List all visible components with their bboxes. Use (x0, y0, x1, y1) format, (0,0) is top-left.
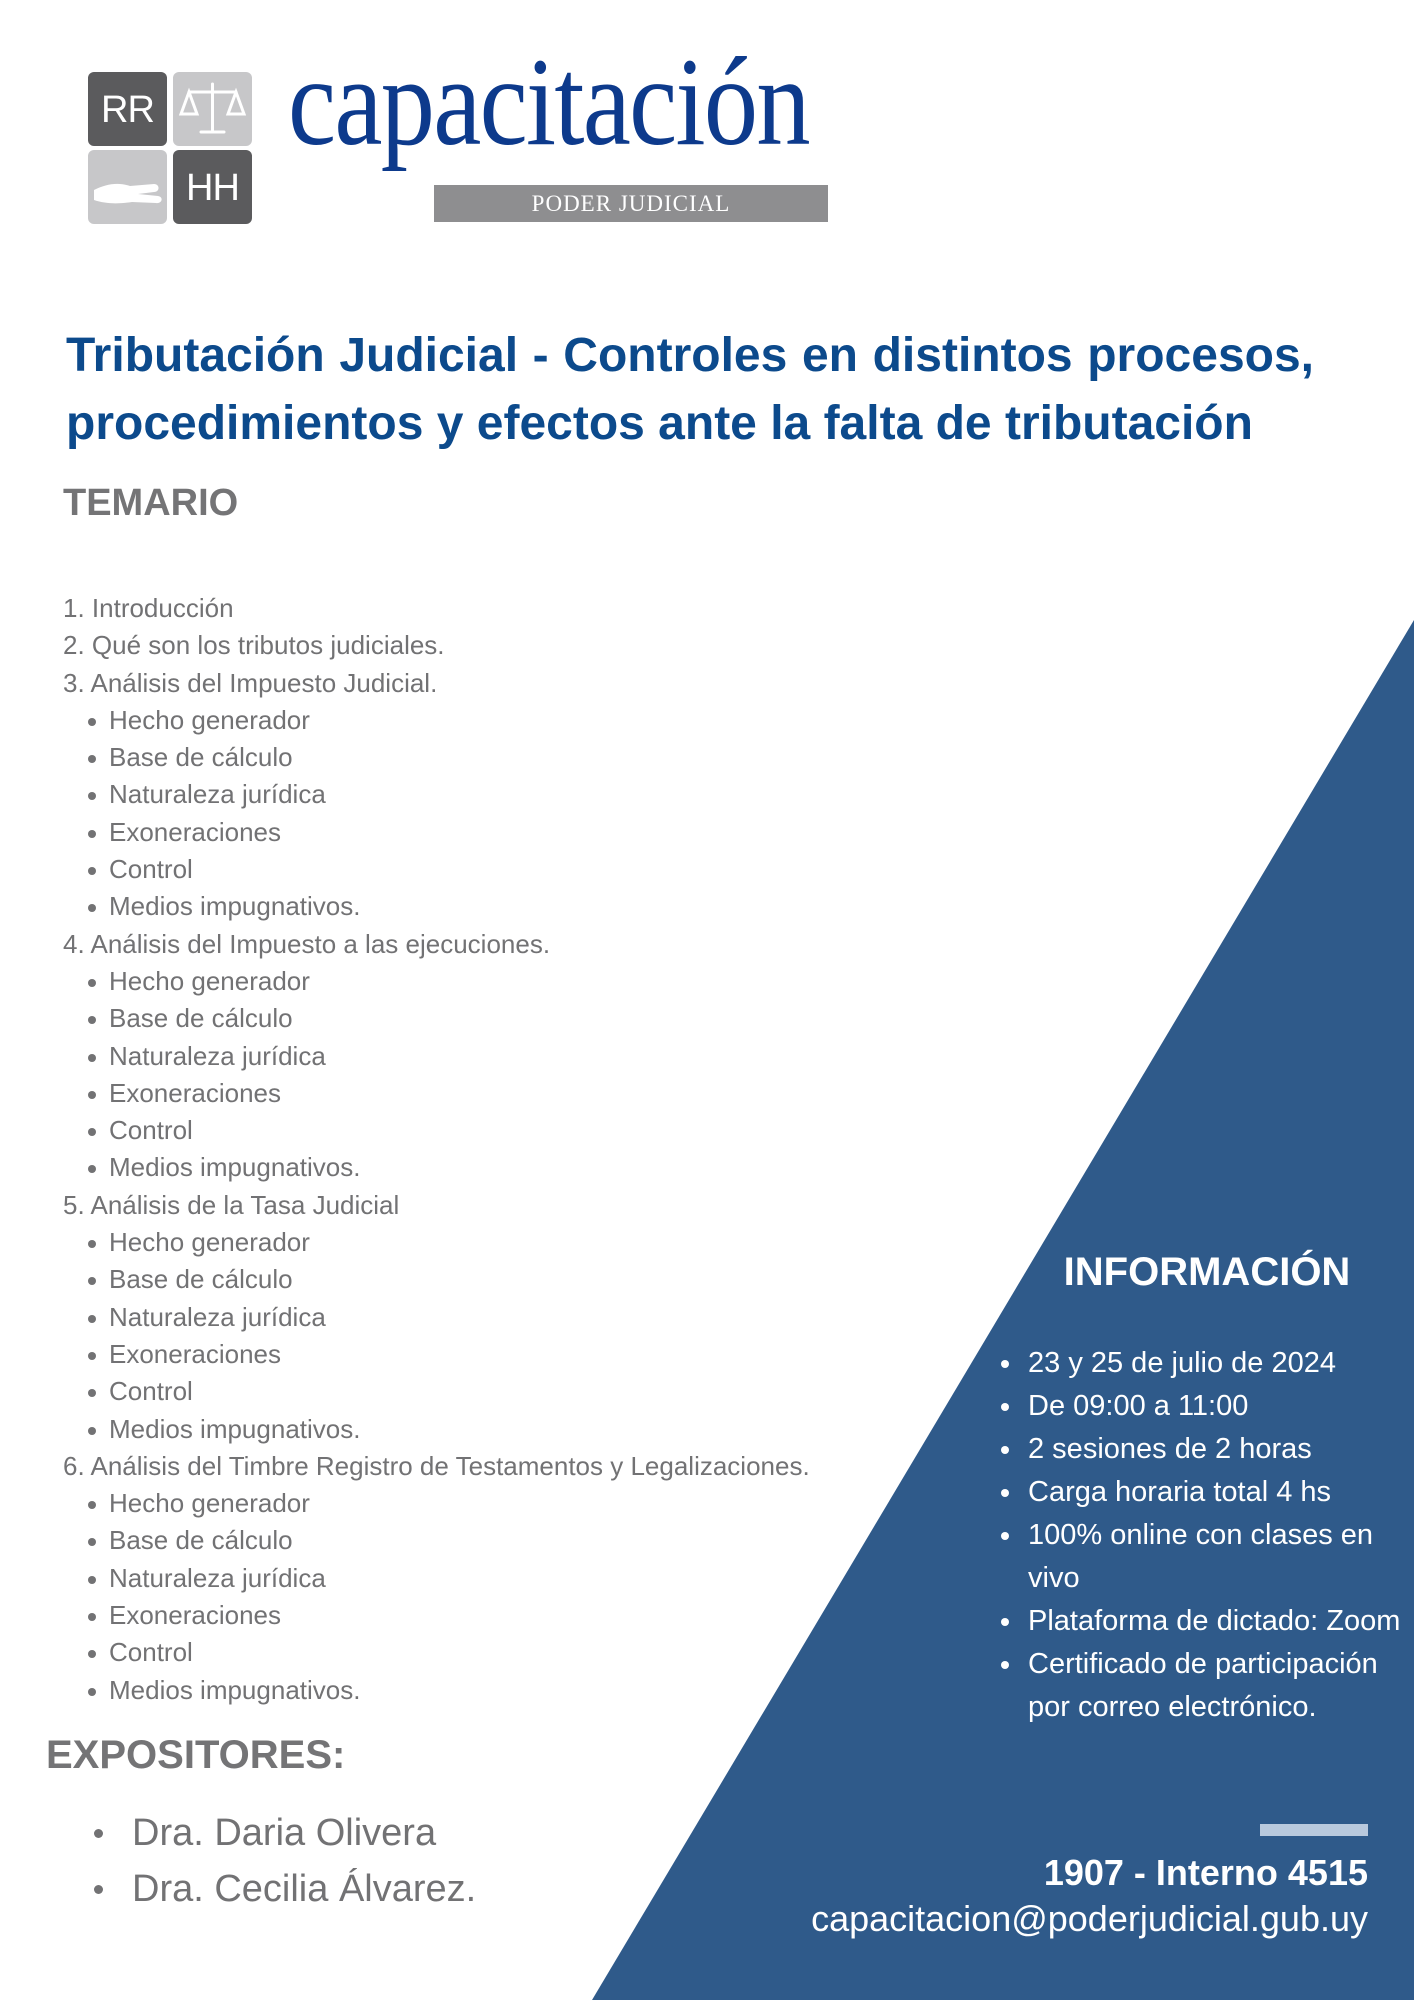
temario-subitem: Medios impugnativos. (63, 1672, 883, 1709)
temario-subitem: Exoneraciones (63, 1075, 883, 1112)
scales-of-justice-icon (173, 72, 252, 146)
informacion-list (1000, 1342, 1410, 1729)
info-item: 2 sesiones de 2 horas (1000, 1428, 1410, 1471)
temario-subitem: Base de cálculo (63, 739, 883, 776)
expositor-item: Dra. Daria Olivera (90, 1805, 476, 1861)
info-item: Plataforma de dictado: Zoom (1000, 1600, 1410, 1643)
handshake-icon (88, 150, 167, 224)
expositores-heading: EXPOSITORES: (46, 1733, 346, 1777)
temario-subitem: Base de cálculo (63, 1522, 883, 1559)
temario-subitem: Control (63, 1373, 883, 1410)
temario-subitem: Control (63, 851, 883, 888)
temario-heading: TEMARIO (63, 482, 239, 524)
contact-email-link[interactable]: capacitacion@poderjudicial.gub.uy (811, 1898, 1368, 1939)
temario-section: 6. Análisis del Timbre Registro de Testamentos y Legalizaciones. (63, 1450, 810, 1481)
expositores-list (90, 1805, 476, 1917)
temario-subitem: Medios impugnativos. (63, 1149, 883, 1186)
temario-subitem: Medios impugnativos. (63, 1411, 883, 1448)
accent-bar (1260, 1824, 1368, 1836)
expositor-item: Dra. Cecilia Álvarez. (90, 1861, 476, 1917)
temario-subitem: Control (63, 1634, 883, 1671)
temario-subitem: Exoneraciones (63, 1597, 883, 1634)
poder-judicial-bar: PODER JUDICIAL (434, 185, 828, 222)
rrhh-logo (88, 72, 252, 224)
temario-subitem: Exoneraciones (63, 814, 883, 851)
temario-list (63, 590, 883, 1709)
temario-section: 5. Análisis de la Tasa Judicial (63, 1189, 400, 1220)
temario-section: 1. Introducción (63, 593, 234, 623)
temario-subitem: Medios impugnativos. (63, 888, 883, 925)
temario-subitem: Naturaleza jurídica (63, 1299, 883, 1336)
temario-subitem: Base de cálculo (63, 1000, 883, 1037)
temario-subitem: Naturaleza jurídica (63, 776, 883, 813)
logo-hh-text: HH (186, 167, 239, 209)
info-item: Carga horaria total 4 hs (1000, 1471, 1410, 1514)
temario-subitem: Hecho generador (63, 1224, 883, 1261)
temario-subitem: Exoneraciones (63, 1336, 883, 1373)
temario-subitem: Control (63, 1112, 883, 1149)
temario-subitem: Hecho generador (63, 963, 883, 1000)
logo-tile-hh (173, 150, 252, 224)
temario-section: 4. Análisis del Impuesto a las ejecuciones. (63, 928, 551, 959)
capacitacion-wordmark: capacitación (288, 33, 809, 172)
logo-tile-rr (88, 72, 167, 146)
temario-section: 3. Análisis del Impuesto Judicial. (63, 667, 438, 698)
temario-subitem: Hecho generador (63, 1485, 883, 1522)
informacion-heading: INFORMACIÓN (1063, 1250, 1351, 1294)
temario-section: 2. Qué son los tributos judiciales. (63, 630, 445, 661)
info-item: Certificado de participación por correo electrónico. (1000, 1643, 1410, 1729)
temario-subitem: Base de cálculo (63, 1261, 883, 1298)
logo-rr-text: RR (101, 89, 154, 131)
temario-subitem: Hecho generador (63, 702, 883, 739)
course-title: Tributación Judicial - Controles en distintos procesos, procedimientos y efectos ante la falta de tributación (66, 329, 1314, 450)
temario-subitem: Naturaleza jurídica (63, 1560, 883, 1597)
info-item: 23 y 25 de julio de 2024 (1000, 1342, 1410, 1385)
info-item: De 09:00 a 11:00 (1000, 1385, 1410, 1428)
contact-phone: 1907 - Interno 4515 (1043, 1852, 1368, 1893)
temario-subitem: Naturaleza jurídica (63, 1038, 883, 1075)
info-item: 100% online con clases en vivo (1000, 1514, 1410, 1600)
